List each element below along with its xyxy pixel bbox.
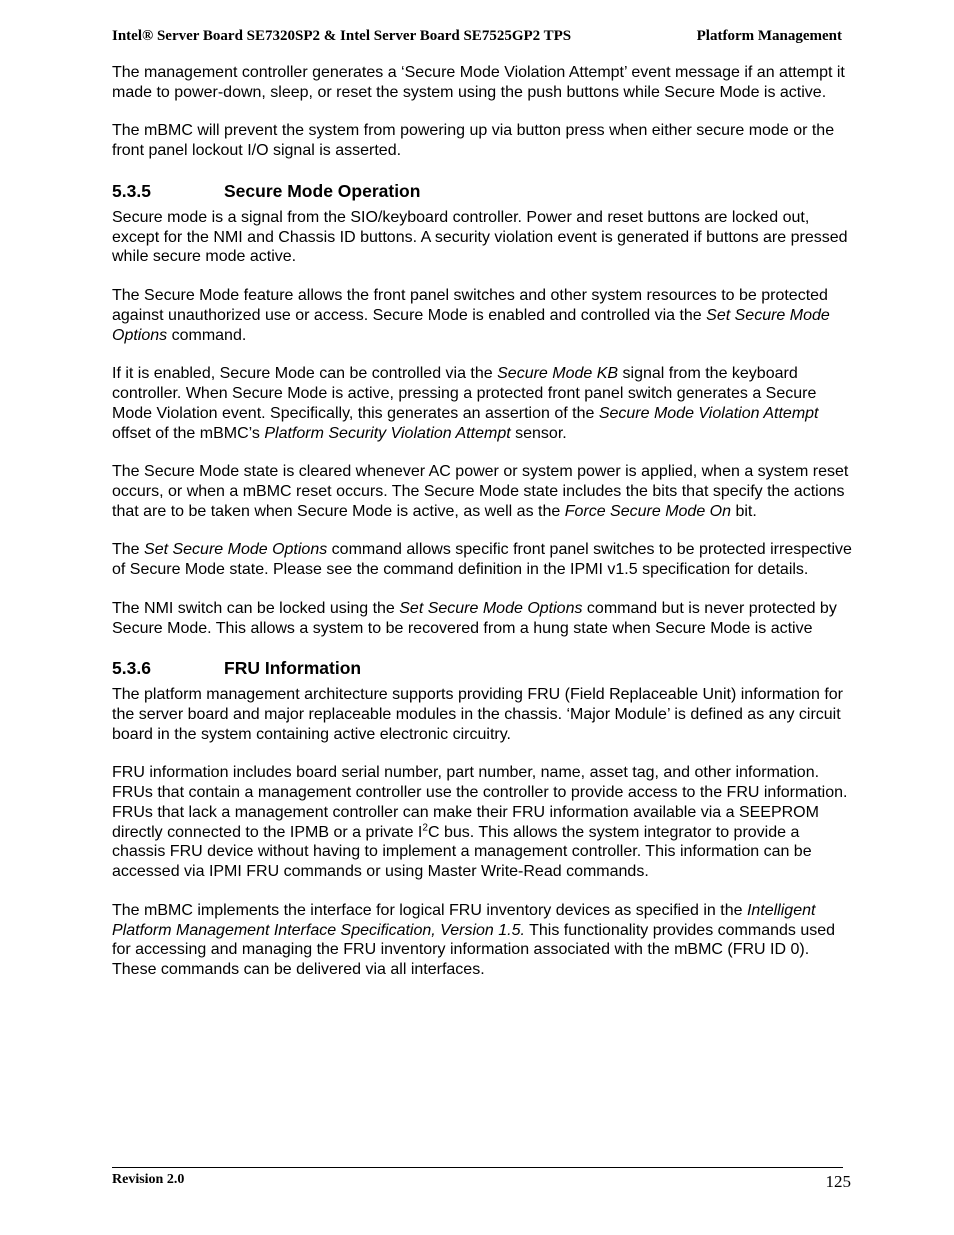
- paragraph-fru-information-content: FRU information includes board serial number, part number, name, asset tag, and other information. FRUs that contain a management controller use the controller to provide access to the FRU information. FRUs that lack a management controller can make their FRU information available via a SEEPROM directly connected to the IPMB or a private $I^2C$ bus. This allows the system integrator to provide a chassis FRU device without having to implement a management controller. This information can be accessed via IPMI FRU commands or using Master Write-Read commands.: [112, 764, 848, 881]
- footer-revision: Revision 2.0: [112, 1172, 185, 1187]
- footer-page-number: 125: [825, 1172, 851, 1191]
- footer-rule: [112, 1167, 843, 1168]
- header-chapter-title: Platform Management: [696, 28, 842, 44]
- section-heading-secure-mode-operation: [112, 180, 852, 202]
- paragraph-secure-mode-signal: Secure mode is a signal from the SIO/keyboard controller. Power and reset buttons are locked out, except for the NMI and Chassis ID buttons. A security violation event is generated if buttons are pressed while secure mode active.: [112, 208, 848, 266]
- paragraph-secure-mode-feature: The Secure Mode feature allows the front panel switches and other system resources to be protected against unauthorized use or access. Secure Mode is enabled and controlled via the Set Secure Mode Options command.: [112, 286, 830, 344]
- section-title: FRU Information: [224, 658, 362, 679]
- section-number: 5.3.5: [112, 180, 151, 201]
- paragraph-fru-architecture: The platform management architecture supports providing FRU (Field Replaceable Unit) information for the server board and major replaceable modules in the chassis. ‘Major Module’ is defined as any circuit board in the system containing active electronic circuitry.: [112, 686, 843, 743]
- paragraph-mbmc-fru-interface: The mBMC implements the interface for logical FRU inventory devices as specified in the Intelligent Platform Management Interface Specification, Version 1.5. This functionality provides commands used for accessing and managing the FRU inventory information associated with the mBMC (FRU ID 0). These commands can be delivered via all interfaces.: [112, 901, 836, 979]
- paragraph-power-up-prevention: The mBMC will prevent the system from powering up via button press when either secure mode or the front panel lockout I/O signal is asserted.: [112, 122, 835, 160]
- page-body: [112, 63, 852, 999]
- paragraph-nmi-switch: The NMI switch can be locked using the Set Secure Mode Options command but is never protected by Secure Mode. This allows a system to be recovered from a hung state when Secure Mode is active: [112, 599, 837, 637]
- page-header: [112, 28, 842, 48]
- section-title: Secure Mode Operation: [224, 180, 421, 201]
- section-heading-fru-information: [112, 657, 852, 679]
- paragraph-secure-mode-kb: If it is enabled, Secure Mode can be controlled via the Secure Mode KB signal from the keyboard controller. When Secure Mode is active, pressing a protected front panel switch generates a Secure Mode Violation event. Specifically, this generates an assertion of the Secure Mode Violation Attempt offset of the mBMC’s Platform Security Violation Attempt sensor.: [112, 365, 819, 442]
- header-document-title: Intel® Server Board SE7320SP2 & Intel Server Board SE7525GP2 TPS: [112, 28, 572, 44]
- paragraph-violation-event: The management controller generates a ‘Secure Mode Violation Attempt’ event message if an attempt it made to power-down, sleep, or reset the system using the push buttons while Secure Mode is active.: [112, 64, 845, 101]
- section-number: 5.3.6: [112, 658, 151, 679]
- paragraph-secure-mode-state: The Secure Mode state is cleared whenever AC power or system power is applied, when a system reset occurs, or when a mBMC reset occurs. The Secure Mode state includes the bits that specify the actions that are to be taken when Secure Mode is active, as well as the Force Secure Mode On bit.: [112, 463, 849, 520]
- paragraph-set-secure-mode-options: The Set Secure Mode Options command allows specific front panel switches to be protected irrespective of Secure Mode state. Please see the command definition in the IPMI v1.5 specification for details.: [112, 541, 852, 579]
